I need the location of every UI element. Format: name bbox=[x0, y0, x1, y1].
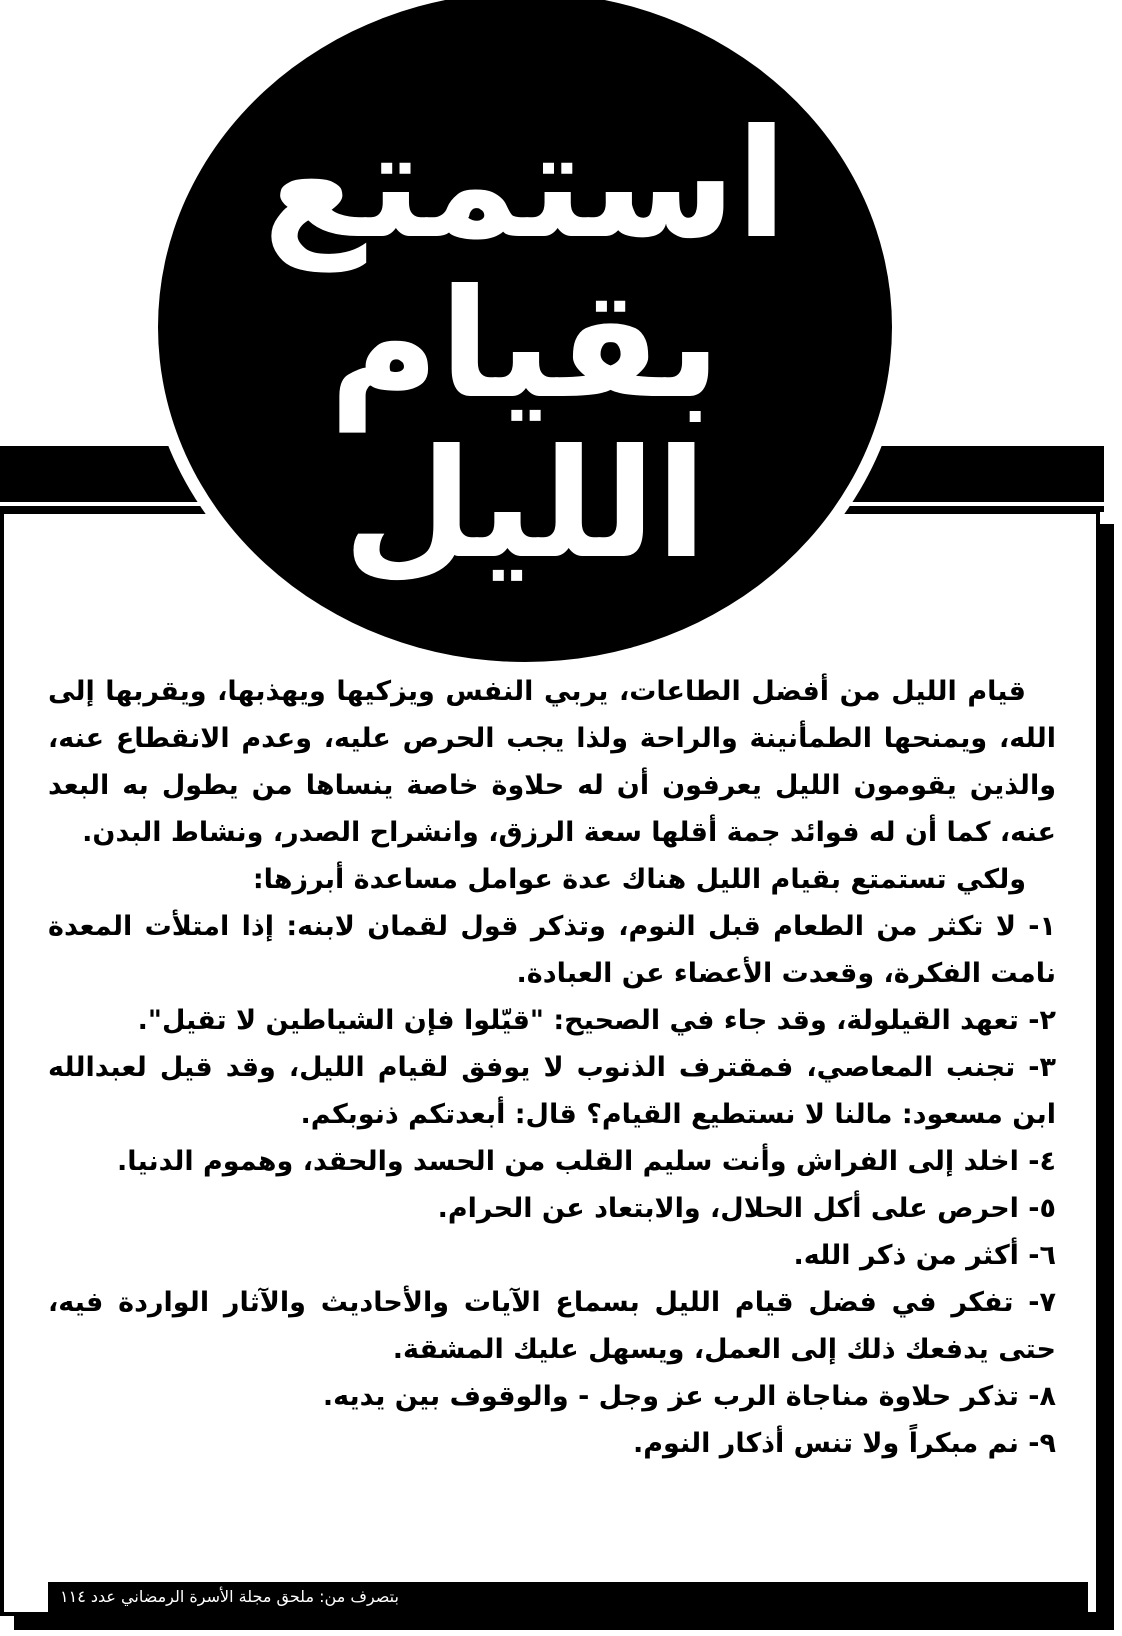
list-item: ٥- احرص على أكل الحلال، والابتعاد عن الحرام. bbox=[437, 1193, 1056, 1224]
title-line-2: بقيام bbox=[329, 258, 721, 432]
title-line-3: الليل bbox=[342, 418, 708, 592]
article-body bbox=[48, 668, 1056, 1467]
list-item: ٩- نم مبكراً ولا تنس أذكار النوم. bbox=[633, 1428, 1056, 1459]
intro-lead: ولكي تستمتع بقيام الليل هناك عدة عوامل مساعدة أبرزها: bbox=[252, 864, 1026, 895]
list-item: ٤- اخلد إلى الفراش وأنت سليم القلب من الحسد والحقد، وهموم الدنيا. bbox=[117, 1146, 1056, 1177]
list-item: ٣- تجنب المعاصي، فمقترف الذنوب لا يوفق لقيام الليل، وقد قيل لعبدالله ابن مسعود: مالنا لا نستطيع القيام؟ قال: أبعدتكم ذنوبكم. bbox=[48, 1052, 1056, 1130]
list-item: ٧- تفكر في فضل قيام الليل بسماع الآيات والأحاديث والآثار الواردة فيه، حتى يدفعك ذلك إلى العمل، ويسهل عليك المشقة. bbox=[48, 1287, 1056, 1365]
source-credit: بتصرف من: ملحق مجلة الأسرة الرمضاني عدد ١١٤ bbox=[60, 1587, 399, 1606]
title-line-1: استمتع bbox=[262, 98, 788, 272]
list-item: ١- لا تكثر من الطعام قبل النوم، وتذكر قول لقمان لابنه: إذا امتلأت المعدة نامت الفكرة، وقعدت الأعضاء عن العبادة. bbox=[48, 911, 1056, 989]
list-item: ٨- تذكر حلاوة مناجاة الرب عز وجل - والوقوف بين يديه. bbox=[322, 1381, 1056, 1412]
list-item: ٢- تعهد القيلولة، وقد جاء في الصحيح: "قيّلوا فإن الشياطين لا تقيل". bbox=[137, 1005, 1056, 1036]
list-item: ٦- أكثر من ذكر الله. bbox=[793, 1240, 1056, 1271]
intro-paragraph: قيام الليل من أفضل الطاعات، يربي النفس ويزكيها ويهذبها، ويقربها إلى الله، ويمنحها الطمأنينة والراحة ولذا يجب الحرص عليه، وعدم الانقطاع عنه، والذين يقومون الليل يعرفون أن له حلاوة خاصة ينساها من يطول به البعد عنه، كما أن له فوائد جمة أقلها سعة الرزق، وانشراح الصدر، ونشاط البدن. bbox=[48, 676, 1056, 848]
